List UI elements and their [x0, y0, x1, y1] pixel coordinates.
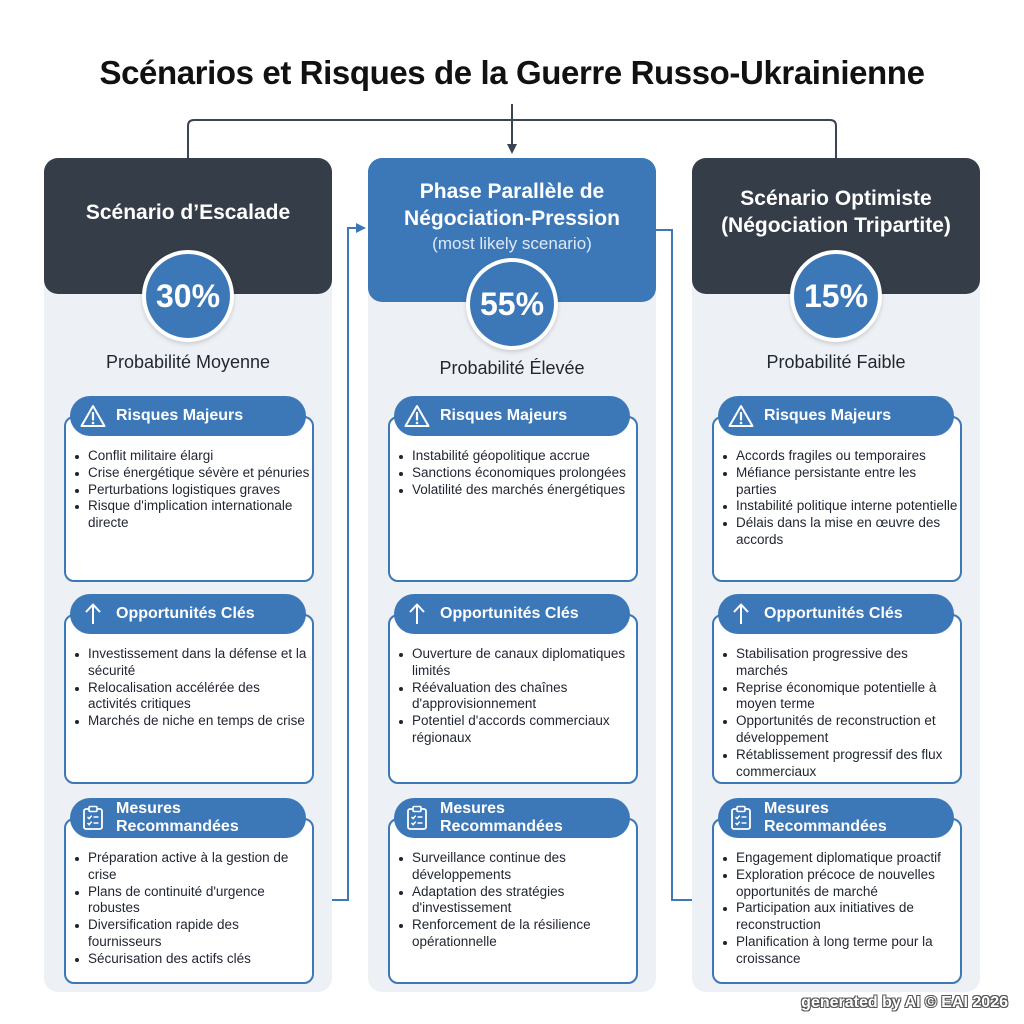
risks-section [382, 396, 644, 582]
arrow-up-icon [80, 601, 106, 627]
opportunities-list [74, 646, 310, 730]
section-label: Mesures Recommandées [764, 800, 887, 835]
list-item: Investissement dans la défense et la sécurité [74, 646, 310, 680]
list-item: Méfiance persistante entre les parties [722, 465, 958, 499]
measures-list [398, 850, 634, 951]
risks-list [398, 448, 634, 498]
risks-section [706, 396, 968, 582]
opportunities-section [706, 594, 968, 784]
probability-label: Probabilité Élevée [439, 358, 585, 378]
list-item: Volatilité des marchés énergétiques [398, 482, 634, 499]
list-item: Conflit militaire élargi [74, 448, 310, 465]
probability-badge: 15% [790, 250, 882, 342]
probability-label: Probabilité Moyenne [105, 352, 271, 372]
scenario-title: Scénario Optimiste (Négociation Tripartite) [721, 187, 951, 237]
list-item: Accords fragiles ou temporaires [722, 448, 958, 465]
risks-list [74, 448, 310, 532]
measures-list [74, 850, 310, 968]
measures-list [722, 850, 958, 968]
warning-triangle-icon [80, 403, 106, 429]
list-item: Planification à long terme pour la croissance [722, 934, 958, 968]
section-box [388, 416, 638, 582]
section-label: Mesures Recommandées [440, 800, 563, 835]
opportunities-list [722, 646, 958, 780]
list-item: Opportunités de reconstruction et développement [722, 713, 958, 747]
section-label: Opportunités Clés [764, 605, 903, 622]
probability-label: Probabilité Faible [766, 352, 906, 372]
list-item: Sécurisation des actifs clés [74, 951, 310, 968]
arrow-up-icon [404, 601, 430, 627]
list-item: Crise énergétique sévère et pénuries [74, 465, 310, 482]
list-item: Diversification rapide des fournisseurs [74, 917, 310, 951]
section-label: Risques Majeurs [440, 407, 568, 424]
section-label: Mesures Recommandées [116, 800, 239, 835]
page-title: Scénarios et Risques de la Guerre Russo-Ukrainienne [99, 54, 925, 91]
section-label: Opportunités Clés [440, 605, 579, 622]
scenario-title: Scénario d’Escalade [85, 200, 291, 224]
section-label: Risques Majeurs [764, 407, 892, 424]
section-label: Opportunités Clés [116, 605, 255, 622]
opportunities-section [382, 594, 644, 784]
list-item: Risque d'implication internationale directe [74, 498, 310, 532]
section-header [70, 594, 306, 634]
list-item: Réévaluation des chaînes d'approvisionnement [398, 680, 634, 714]
section-header [718, 396, 954, 436]
warning-triangle-icon [728, 403, 754, 429]
list-item: Perturbations logistiques graves [74, 482, 310, 499]
list-item: Relocalisation accélérée des activités critiques [74, 680, 310, 714]
section-header [718, 594, 954, 634]
risks-section [58, 396, 320, 582]
measures-section [382, 798, 644, 984]
list-item: Sanctions économiques prolongées [398, 465, 634, 482]
list-item: Ouverture de canaux diplomatiques limités [398, 646, 634, 680]
scenario-column-optimistic [692, 158, 980, 992]
list-item: Marchés de niche en temps de crise [74, 713, 310, 730]
list-item: Renforcement de la résilience opérationnelle [398, 917, 634, 951]
section-header [394, 594, 630, 634]
opportunities-list [398, 646, 634, 747]
list-item: Potentiel d'accords commerciaux régionaux [398, 713, 634, 747]
scenario-column-escalation [44, 158, 332, 992]
section-label: Risques Majeurs [116, 407, 244, 424]
section-header [70, 396, 306, 436]
list-item: Stabilisation progressive des marchés [722, 646, 958, 680]
probability-badge: 30% [142, 250, 234, 342]
risks-list [722, 448, 958, 549]
section-header [718, 798, 954, 838]
opportunities-section [58, 594, 320, 784]
list-item: Délais dans la mise en œuvre des accords [722, 515, 958, 549]
list-item: Engagement diplomatique proactif [722, 850, 958, 867]
clipboard-checklist-icon [728, 805, 754, 831]
section-header [394, 396, 630, 436]
list-item: Instabilité géopolitique accrue [398, 448, 634, 465]
arrow-up-icon [728, 601, 754, 627]
list-item: Participation aux initiatives de reconstruction [722, 900, 958, 934]
list-item: Surveillance continue des développements [398, 850, 634, 884]
list-item: Instabilité politique interne potentielle [722, 498, 958, 515]
list-item: Préparation active à la gestion de crise [74, 850, 310, 884]
scenario-subtitle: (most likely scenario) [432, 234, 592, 253]
measures-section [58, 798, 320, 984]
list-item: Adaptation des stratégies d'investissement [398, 884, 634, 918]
scenario-title: Phase Parallèle de Négociation-Pression [404, 180, 620, 230]
clipboard-checklist-icon [404, 805, 430, 831]
measures-section [706, 798, 968, 984]
watermark: generated by AI © EAI 2026 [801, 994, 1008, 1011]
list-item: Plans de continuité d'urgence robustes [74, 884, 310, 918]
probability-badge: 55% [466, 258, 558, 350]
clipboard-checklist-icon [80, 805, 106, 831]
warning-triangle-icon [404, 403, 430, 429]
list-item: Rétablissement progressif des flux commerciaux [722, 747, 958, 781]
list-item: Exploration précoce de nouvelles opportunités de marché [722, 867, 958, 901]
scenario-column-negotiation-pressure [368, 158, 656, 992]
list-item: Reprise économique potentielle à moyen terme [722, 680, 958, 714]
section-header [394, 798, 630, 838]
section-header [70, 798, 306, 838]
